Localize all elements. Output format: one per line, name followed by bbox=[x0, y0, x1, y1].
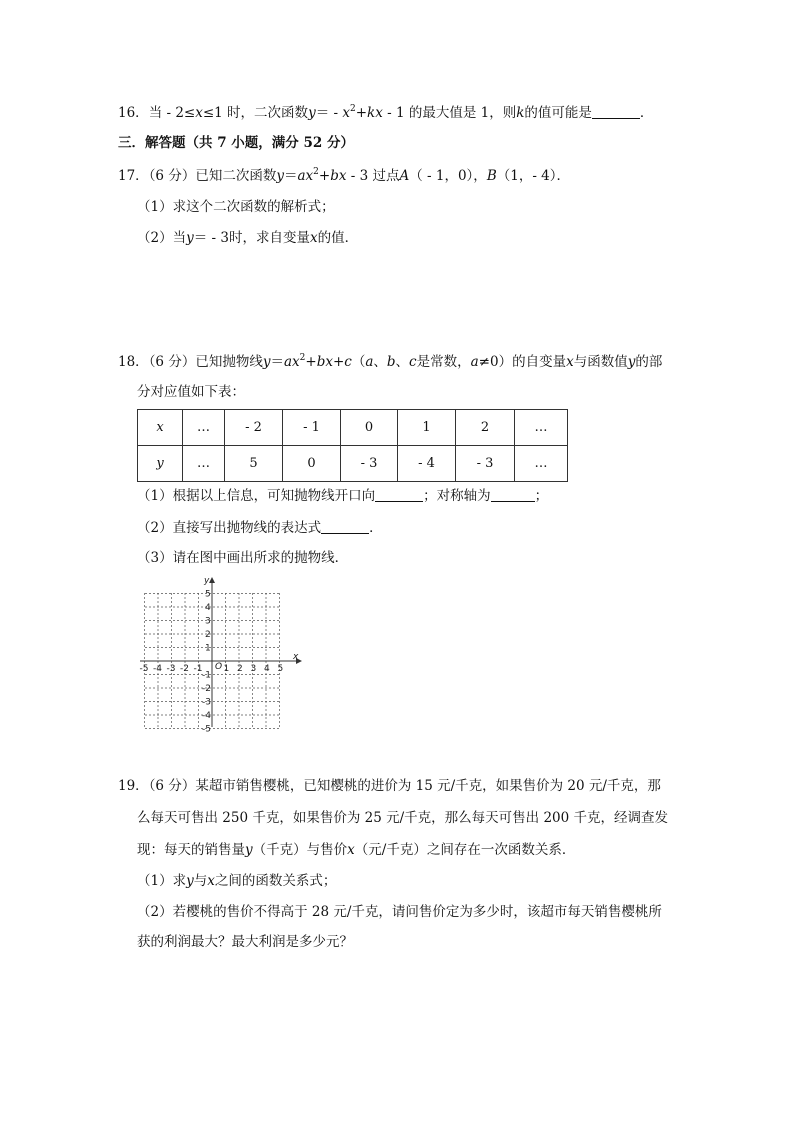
q18-line-2: 分对应值如下表： bbox=[137, 384, 245, 400]
x-axis-label: x bbox=[293, 652, 299, 662]
text: ＝ bbox=[270, 354, 284, 370]
text: 、 bbox=[395, 354, 410, 370]
x-tick-label: -1 bbox=[193, 664, 203, 674]
question-16 bbox=[118, 103, 653, 123]
text: （ bbox=[351, 354, 366, 370]
text: （6 分）已知抛物线 bbox=[148, 354, 263, 370]
value-table bbox=[137, 409, 568, 482]
question-19 bbox=[118, 776, 661, 796]
text: 、 bbox=[373, 354, 387, 370]
x-tick-label: -5 bbox=[139, 664, 149, 674]
var-y: y bbox=[262, 354, 271, 370]
x-tick-label: -3 bbox=[166, 664, 176, 674]
text: ；对称轴为 bbox=[423, 488, 491, 504]
y-axis-arrow bbox=[209, 577, 215, 583]
text: （2）当 bbox=[137, 230, 187, 246]
var-y: y bbox=[186, 873, 194, 889]
var-y: y bbox=[276, 168, 284, 184]
q18-part-2 bbox=[137, 518, 383, 538]
q17-part-2 bbox=[137, 228, 358, 248]
y-tick-label: 4 bbox=[205, 603, 211, 613]
var-c: c bbox=[409, 354, 417, 370]
var-x: x bbox=[195, 105, 203, 121]
table-cell: - 3 bbox=[341, 446, 398, 482]
y-tick-label: -4 bbox=[202, 711, 211, 721]
var-ax: ax bbox=[297, 168, 314, 184]
coordinate-grid[interactable] bbox=[136, 575, 306, 740]
origin-label: O bbox=[215, 662, 223, 672]
var-x: x bbox=[347, 842, 355, 858]
var-x: x bbox=[207, 873, 215, 889]
text: 当 - 2≤ bbox=[148, 105, 196, 121]
var-y: y bbox=[186, 230, 194, 246]
q19-line-2: 么每天可售出 250 千克，如果售价为 25 元/千克，那么每天可售出 200 千克，经调查发 bbox=[137, 810, 669, 826]
answer-blank[interactable] bbox=[375, 487, 423, 502]
var-bx: bx bbox=[330, 168, 347, 184]
var-x: x bbox=[309, 230, 318, 246]
text: - 3 过点 bbox=[346, 168, 400, 184]
text: + bbox=[318, 168, 331, 184]
var-y: y bbox=[245, 842, 253, 858]
var-a: a bbox=[365, 354, 374, 370]
section-heading: 三．解答题（共 7 小题，满分 52 分） bbox=[118, 135, 354, 151]
y-tick-label: -3 bbox=[202, 697, 211, 708]
var-y: y bbox=[308, 105, 316, 121]
text: ＝ - bbox=[315, 105, 343, 121]
y-tick-label: -1 bbox=[202, 670, 211, 681]
y-tick-label: 5 bbox=[205, 589, 211, 600]
text: 的部 bbox=[635, 354, 663, 370]
q17-part-1: （1）求这个二次函数的解析式； bbox=[137, 199, 335, 215]
text: ． bbox=[369, 520, 383, 536]
q18-part-1 bbox=[137, 486, 548, 506]
q18-part-3: （3）请在图中画出所求的抛物线． bbox=[137, 550, 349, 566]
table-cell: x bbox=[138, 410, 183, 446]
text: + bbox=[332, 354, 345, 370]
text: ； bbox=[534, 488, 549, 504]
text: （ - 1，0）， bbox=[409, 168, 487, 184]
y-tick-label: 3 bbox=[205, 616, 211, 627]
table-row-y bbox=[138, 446, 568, 482]
text: （6 分）已知二次函数 bbox=[148, 168, 277, 184]
text: + bbox=[355, 105, 368, 121]
question-18 bbox=[118, 352, 662, 372]
x-tick-label: -4 bbox=[153, 664, 162, 674]
table-cell: … bbox=[515, 410, 568, 446]
var-b: b bbox=[386, 354, 396, 370]
var-bx: bx bbox=[316, 354, 333, 370]
var-k: k bbox=[516, 105, 525, 121]
table-cell: 2 bbox=[456, 410, 515, 446]
text: 与函数值 bbox=[573, 354, 628, 370]
question-number: 16． bbox=[118, 105, 149, 121]
text: ≠0）的自变量 bbox=[478, 354, 567, 370]
table-cell: … bbox=[183, 410, 225, 446]
y-tick-label: -5 bbox=[202, 724, 211, 735]
q19-line-3 bbox=[137, 840, 575, 860]
text: （1）根据以上信息，可知抛物线开口向 bbox=[137, 488, 376, 504]
exponent: 2 bbox=[313, 167, 319, 177]
var-kx: kx bbox=[367, 105, 383, 121]
y-tick-label: -2 bbox=[202, 684, 211, 694]
table-row-x bbox=[138, 410, 568, 446]
x-tick-label: 3 bbox=[250, 664, 257, 674]
table-cell: 0 bbox=[341, 410, 398, 446]
tick-labels bbox=[140, 590, 284, 735]
x-tick-label: -2 bbox=[180, 664, 189, 674]
text: （元/千克）之间存在一次函数关系． bbox=[354, 842, 576, 858]
x-tick-label: 4 bbox=[264, 664, 270, 674]
var-c: c bbox=[344, 354, 352, 370]
var-x: x bbox=[566, 354, 574, 370]
var-a: a bbox=[470, 354, 479, 370]
q19-part-2-cont: 获的利润最大？最大利润是多少元？ bbox=[137, 934, 353, 950]
text: ≤1 时，二次函数 bbox=[202, 105, 309, 121]
exponent: 2 bbox=[299, 353, 306, 363]
text: 的值可能是 bbox=[524, 105, 592, 121]
text: 是常数， bbox=[416, 354, 471, 370]
table-cell: 1 bbox=[398, 410, 456, 446]
text: ＝ bbox=[283, 168, 298, 184]
text: 与 bbox=[193, 873, 208, 889]
answer-blank[interactable] bbox=[592, 104, 640, 119]
y-tick-label: 1 bbox=[205, 643, 211, 654]
y-axis-label: y bbox=[204, 576, 210, 586]
table-cell: - 4 bbox=[398, 446, 456, 482]
x-tick-label: 5 bbox=[277, 664, 284, 674]
text: （6 分）某超市销售樱桃，已知樱桃的进价为 15 元/千克，如果售价为 20 元/千克，那 bbox=[148, 778, 661, 794]
text: （1）求 bbox=[137, 873, 187, 889]
y-tick-label: 2 bbox=[205, 630, 211, 640]
text: （1，- 4）． bbox=[496, 168, 571, 184]
question-number: 17． bbox=[118, 168, 149, 184]
var-y: y bbox=[627, 354, 636, 370]
exponent: 2 bbox=[349, 104, 356, 114]
table-cell: 0 bbox=[283, 446, 341, 482]
table-cell: … bbox=[515, 446, 568, 482]
text: （千克）与售价 bbox=[252, 842, 348, 858]
x-tick-label: 2 bbox=[237, 664, 243, 674]
x-tick-label: 1 bbox=[223, 664, 230, 674]
text: ＝ - 3时，求自变量 bbox=[193, 230, 310, 246]
question-17 bbox=[118, 166, 570, 186]
point-a: A bbox=[399, 168, 410, 184]
text: 之间的函数关系式； bbox=[214, 873, 337, 889]
var-x: x bbox=[342, 105, 350, 121]
q19-part-2: （2）若樱桃的售价不得高于 28 元/千克，请问售价定为多少时，该超市每天销售樱桃所 bbox=[137, 904, 662, 920]
table-cell: 5 bbox=[225, 446, 283, 482]
table-cell: - 2 bbox=[225, 410, 283, 446]
question-number: 19． bbox=[118, 778, 149, 794]
answer-blank[interactable] bbox=[321, 519, 369, 534]
text: 现：每天的销售量 bbox=[137, 842, 245, 858]
table-cell: y bbox=[138, 446, 183, 482]
point-b: B bbox=[486, 168, 497, 184]
table-cell: - 1 bbox=[283, 410, 341, 446]
text: （2）直接写出抛物线的表达式 bbox=[137, 520, 322, 536]
text: 的值． bbox=[317, 230, 359, 246]
text: + bbox=[305, 354, 317, 370]
question-number: 18． bbox=[118, 354, 149, 370]
text: ． bbox=[639, 105, 654, 121]
var-ax: ax bbox=[283, 354, 300, 370]
table-cell: … bbox=[183, 446, 225, 482]
table-cell: - 3 bbox=[456, 446, 515, 482]
answer-blank[interactable] bbox=[491, 487, 535, 502]
text: - 1 的最大值是 1，则 bbox=[382, 105, 517, 121]
q19-part-1 bbox=[137, 871, 336, 891]
